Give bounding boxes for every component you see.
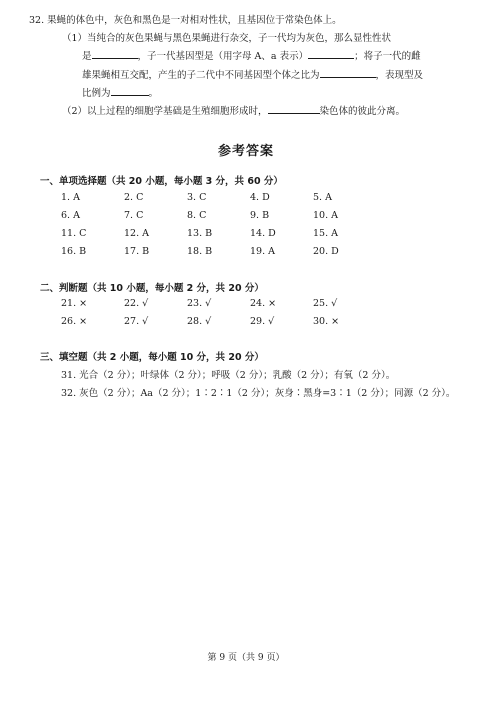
- text-fragment: ，子一代基因型是（用字母 A、a 表示）: [137, 51, 309, 62]
- answers-title: 参考答案: [217, 144, 274, 159]
- section2-heading: 二、判断题（共 10 小题，每小题 2 分，共 20 分）: [40, 283, 264, 294]
- answer-line-31: 31. 光合（2 分）；叶绿体（2 分）；呼吸（2 分）；乳酸（2 分）；有氧（2 分）。: [61, 370, 396, 381]
- answer-item: 2. C: [124, 192, 144, 203]
- answer-item: 5. A: [313, 192, 332, 203]
- answer-item: 28. √: [187, 316, 212, 327]
- answer-item: 8. C: [187, 210, 207, 221]
- question-32-stem: 32. 果蝇的体色中，灰色和黑色是一对相对性状，且基因位于常染色体上。: [29, 15, 342, 26]
- answer-item: 9. B: [250, 210, 270, 221]
- question-32-part2: [62, 103, 405, 117]
- answer-item: 20. D: [313, 246, 339, 257]
- text-fragment: ，表现型及: [375, 70, 424, 81]
- answer-item: 23. √: [187, 298, 212, 309]
- answer-item: 1. A: [61, 192, 80, 203]
- answer-item: 27. √: [124, 316, 149, 327]
- answer-item: 19. A: [250, 246, 275, 257]
- answer-line-32: 32. 灰色（2 分）；Aa（2 分）；1∶2∶1（2 分）；灰身∶黑身=3∶1（2 分）；同源（2 分）。: [61, 388, 456, 399]
- text-fragment: 染色体的彼此分离。: [319, 106, 406, 117]
- answer-item: 3. C: [187, 192, 207, 203]
- answer-blank: [268, 104, 320, 114]
- text-fragment: 是: [82, 51, 92, 62]
- question-32-part1-line2: [82, 48, 421, 62]
- page-footer: 第 9 页（共 9 页）: [207, 653, 285, 663]
- text-fragment: ；将子一代的雌: [354, 51, 421, 62]
- answer-item: 16. B: [61, 246, 87, 257]
- answer-item: 6. A: [61, 210, 80, 221]
- answer-item: 11. C: [61, 228, 87, 239]
- text-fragment: 比例为: [82, 88, 111, 99]
- answer-item: 4. D: [250, 192, 270, 203]
- answer-blank: [308, 49, 354, 59]
- answer-item: 12. A: [124, 228, 149, 239]
- question-32-part1-line4: [82, 85, 158, 99]
- text-fragment: 。: [148, 88, 159, 99]
- answer-item: 10. A: [313, 210, 338, 221]
- question-32-part1-line1: （1）当纯合的灰色果蝇与黑色果蝇进行杂交，子一代均为灰色，那么显性性状: [62, 33, 392, 44]
- answer-item: 17. B: [124, 246, 150, 257]
- answer-item: 25. √: [313, 298, 338, 309]
- section3-heading: 三、填空题（共 2 小题，每小题 10 分，共 20 分）: [40, 352, 264, 363]
- answer-item: 26. ×: [61, 316, 88, 327]
- answer-item: 18. B: [187, 246, 213, 257]
- answer-item: 22. √: [124, 298, 149, 309]
- answer-blank: [320, 68, 376, 78]
- answer-blank: [92, 49, 138, 59]
- answer-blank: [111, 86, 149, 96]
- text-fragment: 雄果蝇相互交配，产生的子二代中不同基因型个体之比为: [82, 70, 320, 81]
- answer-item: 13. B: [187, 228, 213, 239]
- question-32-part1-line3: [82, 67, 423, 81]
- answer-item: 14. D: [250, 228, 276, 239]
- section1-heading: 一、单项选择题（共 20 小题，每小题 3 分，共 60 分）: [40, 176, 283, 187]
- text-fragment: （2）以上过程的细胞学基础是生殖细胞形成时，: [62, 106, 268, 117]
- answer-item: 15. A: [313, 228, 338, 239]
- answer-item: 7. C: [124, 210, 144, 221]
- answer-item: 24. ×: [250, 298, 277, 309]
- answer-item: 29. √: [250, 316, 275, 327]
- answer-item: 30. ×: [313, 316, 340, 327]
- answer-item: 21. ×: [61, 298, 88, 309]
